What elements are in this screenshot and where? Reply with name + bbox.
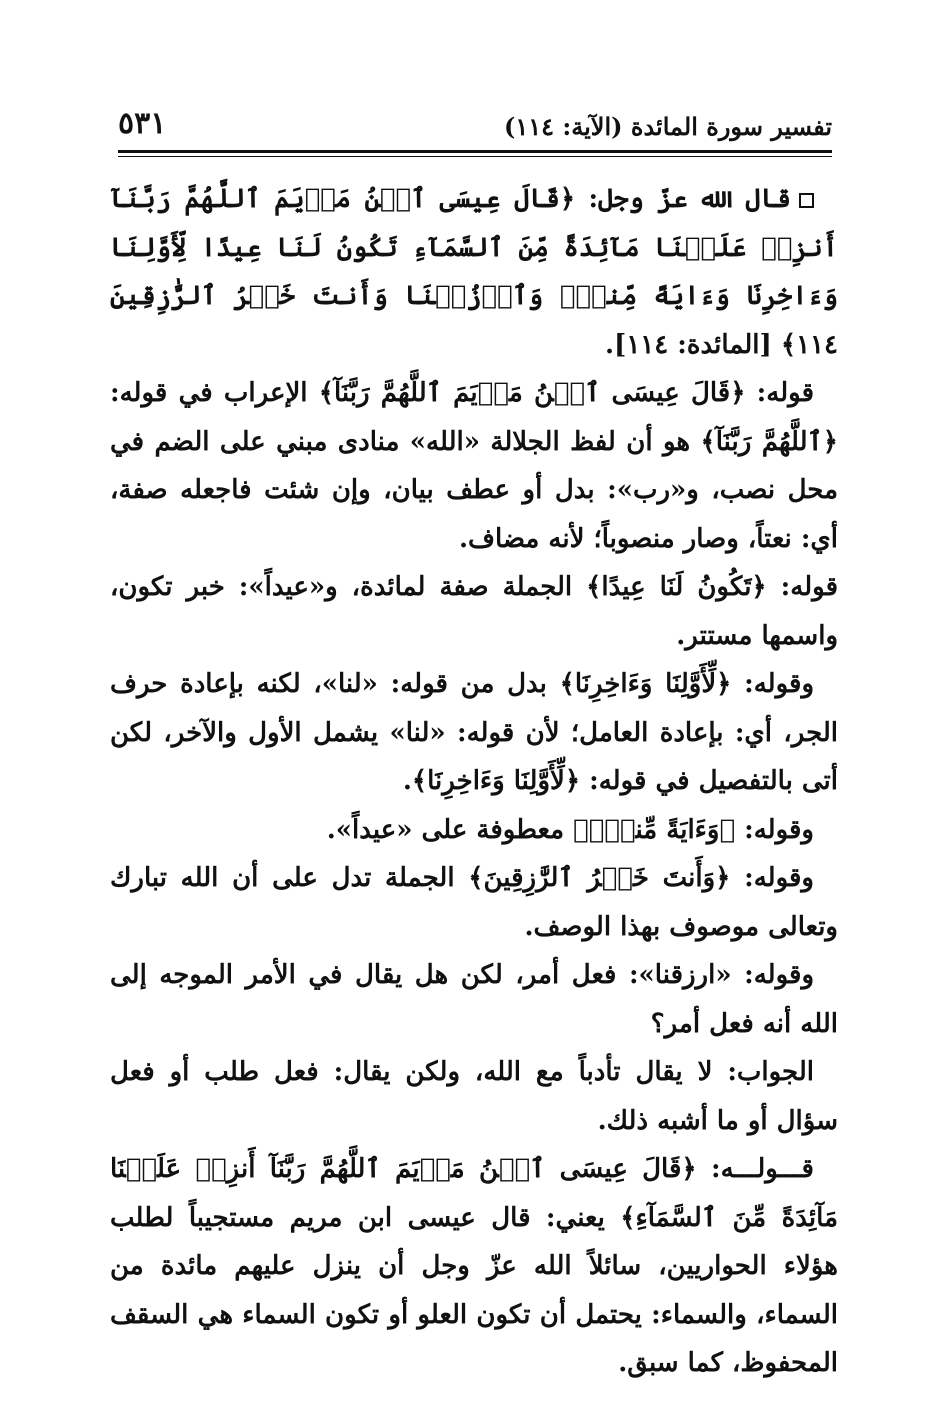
paragraph-irab	[110, 369, 838, 563]
paragraph-awwalina	[110, 660, 838, 806]
paragraph-text: قـــولـــه: ﴿قَالَ عِيسَى ٱبۡنُ مَرۡيَمَ ٱللَّهُمَّ رَبَّنَآ أَنزِلۡ عَلَيۡنَا مَآئِدَةً مِّنَ ٱلسَّمَآءِ﴾ يعني: قال عيسى ابن مريم مستجيباً لطلب هؤلاء الحواريين، سائلاً الله عزّ وجل أن ينزل عليهم مائدة من السماء، والسماء: يحتمل أن تكون العلو أو تكون السماء هي السقف المحفوظ، كما سبق.	[110, 1154, 838, 1378]
square-bullet-icon	[799, 193, 814, 208]
paragraph-takunu	[110, 563, 838, 660]
paragraph-answer	[110, 1048, 838, 1145]
paragraph-text: وقوله: ﴿وَأَنتَ خَيۡرُ ٱلرَّٰزِقِينَ﴾ الجملة تدل على أن الله تبارك وتعالى موصوف بهذا الوصف.	[110, 863, 838, 942]
paragraph-text: وقوله: ﴿لِّأَوَّلِنَا وَءَاخِرِنَا﴾ بدل من قوله: «لنا»، لكنه بإعادة حرف الجر، أي: بإعادة العامل؛ لأن قوله: «لنا» يشمل الأول والآخر، لكن أتى بالتفصيل في قوله: ﴿لِّأَوَّلِنَا وَءَاخِرِنَا﴾.	[110, 669, 838, 796]
page-body	[110, 175, 838, 1378]
header-rule-thin	[118, 156, 832, 157]
header-rule	[118, 150, 832, 153]
page-number: ٥٣١	[118, 106, 167, 141]
paragraph-urzuqna	[110, 951, 838, 1048]
paragraph-text: قوله: ﴿قَالَ عِيسَى ٱبۡنُ مَرۡيَمَ ٱللَّهُمَّ رَبَّنَآ﴾ الإعراب في قوله: ﴿ٱللَّهُمَّ رَبَّنَآ﴾ هو أن لفظ الجلالة «الله» منادى مبني على الضم في محل نصب، و«رب»: بدل أو عطف بيان، وإن شئت فاجعله صفة، أي: نعتاً، وصار منصوباً؛ لأنه مضاف.	[110, 378, 838, 554]
paragraph-text: وقوله: «ارزقنا»: فعل أمر، لكن هل يقال في الأمر الموجه إلى الله أنه فعل أمر؟	[110, 960, 838, 1039]
page-header	[118, 106, 832, 152]
running-title: تفسير سورة المائدة (الآية: ١١٤)	[504, 112, 832, 141]
paragraph-ayah	[110, 806, 838, 855]
paragraph-text: وقوله: ﴿وَءَايَةً مِّنكَۖ﴾ معطوفة على «عيداً».	[326, 814, 814, 845]
paragraph-text: الجواب: لا يقال تأدباً مع الله، ولكن يقال: فعل طلب أو فعل سؤال أو ما أشبه ذلك.	[110, 1057, 838, 1136]
paragraph-text: قال الله عزّ وجل: ﴿قَالَ عِيسَى ٱبۡنُ مَرۡيَمَ ٱللَّهُمَّ رَبَّنَآ أَنزِلۡ عَلَيۡنَا مَآئِدَةً مِّنَ ٱلسَّمَآءِ تَكُونُ لَنَا عِيدًا لِّأَوَّلِنَا وَءَاخِرِنَا وَءَايَةً مِّنكَۖ وَٱرۡزُقۡنَا وَأَنتَ خَيۡرُ ٱلرَّٰزِقِينَ ١١٤﴾ [المائدة: ١١٤].	[110, 184, 838, 360]
paragraph-khayr	[110, 854, 838, 951]
paragraph-verse	[110, 175, 838, 369]
paragraph-explanation	[110, 1145, 838, 1388]
paragraph-text: قوله: ﴿تَكُونُ لَنَا عِيدًا﴾ الجملة صفة لمائدة، و«عيداً»: خبر تكون، واسمها مستتر.	[110, 572, 838, 651]
